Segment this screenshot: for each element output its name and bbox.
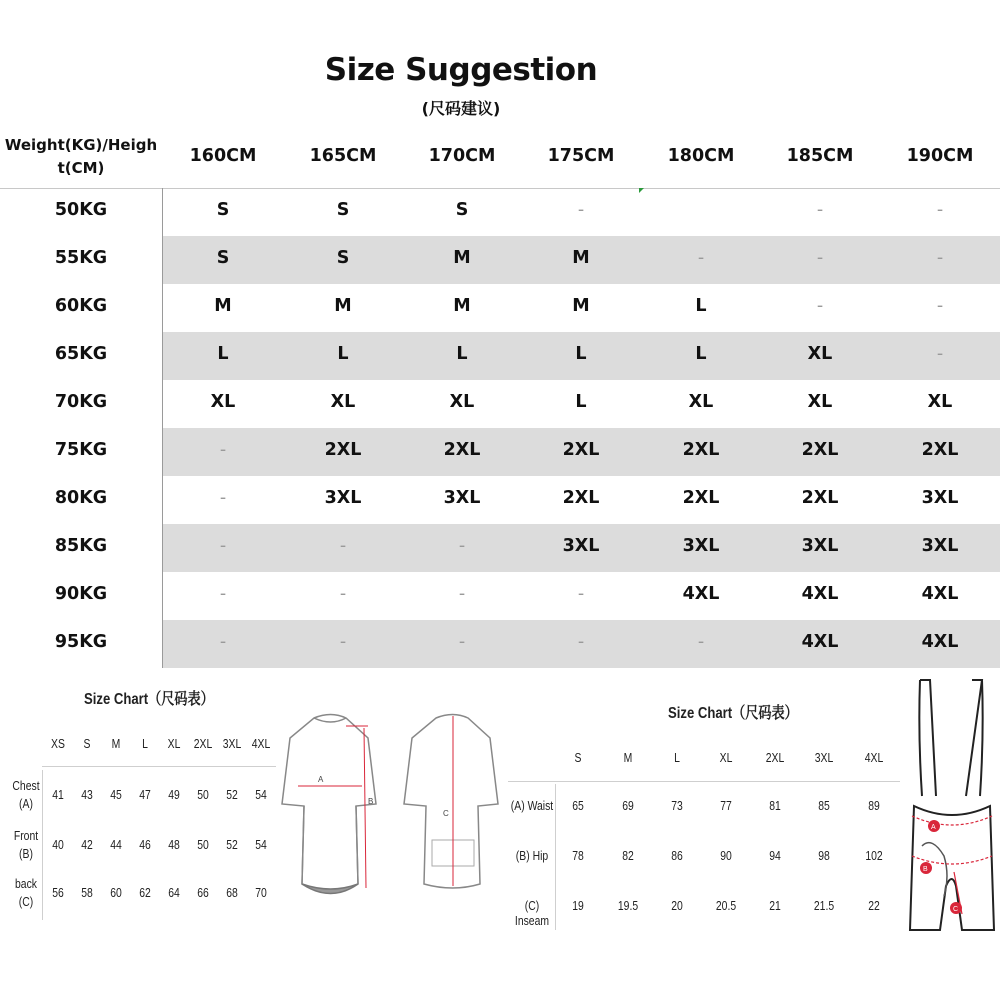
- size-cell: M: [572, 248, 590, 268]
- size-cell: 4XL: [801, 632, 839, 652]
- size-cell: L: [337, 344, 349, 364]
- bib-value-cell: 65: [572, 798, 584, 813]
- size-cell: XL: [210, 392, 236, 412]
- bib-shorts-diagram: [904, 676, 998, 934]
- bib-value-cell: 85: [818, 798, 830, 813]
- size-cell: -: [577, 200, 585, 220]
- bib-value-cell: 78: [572, 848, 584, 863]
- jersey-row-label: Chest: [12, 778, 40, 793]
- size-cell: 2XL: [562, 440, 600, 460]
- height-header: 180CM: [667, 146, 735, 166]
- size-cell: -: [936, 200, 944, 220]
- table-row: [0, 236, 1000, 284]
- jersey-size-header: 3XL: [222, 736, 242, 751]
- jersey-value-cell: 70: [255, 885, 267, 900]
- jersey-row-label-sub: (C): [18, 894, 34, 909]
- size-cell: 3XL: [921, 488, 959, 508]
- jersey-value-cell: 68: [226, 885, 238, 900]
- table-row: [0, 572, 1000, 620]
- green-corner-mark: [639, 188, 644, 193]
- size-cell: -: [339, 536, 347, 556]
- size-cell: 2XL: [801, 488, 839, 508]
- bib-value-cell: 69: [622, 798, 634, 813]
- jersey-value-cell: 41: [52, 787, 64, 802]
- jersey-label-a: A: [318, 775, 324, 784]
- bib-value-cell: 82: [622, 848, 634, 863]
- jersey-value-cell: 52: [226, 837, 238, 852]
- size-cell: -: [219, 488, 227, 508]
- jersey-size-header: M: [111, 736, 121, 751]
- size-cell: M: [453, 296, 471, 316]
- size-cell: 4XL: [921, 632, 959, 652]
- page-title: Size Suggestion: [324, 52, 598, 88]
- height-header: 160CM: [189, 146, 257, 166]
- jersey-chart-title: Size Chart（尺码表）: [84, 691, 214, 708]
- size-cell: M: [572, 296, 590, 316]
- size-cell: -: [219, 536, 227, 556]
- size-cell: 2XL: [324, 440, 362, 460]
- size-cell: -: [219, 632, 227, 652]
- size-cell: XL: [927, 392, 953, 412]
- bib-value-cell: 19: [572, 898, 584, 913]
- weight-label: 85KG: [54, 536, 108, 556]
- jersey-label-b: B: [368, 797, 374, 806]
- bib-header-divider: [508, 781, 900, 782]
- size-cell: 2XL: [443, 440, 481, 460]
- bib-label-c: C: [953, 906, 959, 913]
- size-cell: -: [339, 632, 347, 652]
- bib-label-a: A: [931, 824, 936, 831]
- table-row: [0, 284, 1000, 332]
- jersey-value-cell: 42: [81, 837, 93, 852]
- jersey-size-header: XS: [51, 736, 65, 751]
- size-cell: S: [216, 200, 230, 220]
- size-cell: -: [458, 584, 466, 604]
- jersey-value-cell: 54: [255, 787, 267, 802]
- table-row: [0, 620, 1000, 668]
- size-cell: M: [214, 296, 232, 316]
- size-cell: -: [697, 632, 705, 652]
- jersey-value-cell: 50: [197, 837, 209, 852]
- size-cell: XL: [807, 392, 833, 412]
- weight-label: 75KG: [54, 440, 108, 460]
- jersey-label-c: C: [443, 809, 449, 818]
- size-cell: 3XL: [682, 536, 720, 556]
- size-cell: L: [695, 344, 707, 364]
- size-cell: 3XL: [562, 536, 600, 556]
- height-header: 185CM: [786, 146, 854, 166]
- size-cell: 3XL: [324, 488, 362, 508]
- bib-size-header: M: [623, 750, 633, 765]
- height-header: 170CM: [428, 146, 496, 166]
- jersey-row-label-sub: (B): [19, 846, 33, 861]
- jersey-value-cell: 52: [226, 787, 238, 802]
- size-cell: L: [575, 344, 587, 364]
- height-header: 190CM: [906, 146, 974, 166]
- jersey-row-label: Front: [13, 828, 39, 843]
- jersey-header-divider: [42, 766, 276, 767]
- size-cell: S: [336, 200, 350, 220]
- size-cell: M: [453, 248, 471, 268]
- jersey-value-cell: 66: [197, 885, 209, 900]
- bib-row-label: (A) Waist: [510, 798, 554, 813]
- weight-label: 60KG: [54, 296, 108, 316]
- jersey-size-header: 4XL: [251, 736, 271, 751]
- size-cell: -: [697, 248, 705, 268]
- jersey-value-cell: 48: [168, 837, 180, 852]
- size-cell: -: [219, 584, 227, 604]
- size-cell: -: [458, 536, 466, 556]
- bib-value-cell: 102: [865, 848, 883, 863]
- bib-value-cell: 81: [769, 798, 781, 813]
- weight-label: 55KG: [54, 248, 108, 268]
- jersey-row-label: back: [15, 876, 37, 891]
- jersey-value-cell: 56: [52, 885, 64, 900]
- table-row: [0, 332, 1000, 380]
- size-cell: S: [455, 200, 469, 220]
- size-cell: XL: [330, 392, 356, 412]
- jersey-size-header: XL: [167, 736, 181, 751]
- size-cell: -: [577, 632, 585, 652]
- jersey-value-cell: 43: [81, 787, 93, 802]
- size-cell: XL: [688, 392, 714, 412]
- size-cell: L: [217, 344, 229, 364]
- bib-value-cell: 73: [671, 798, 683, 813]
- jersey-value-cell: 44: [110, 837, 122, 852]
- size-cell: 2XL: [682, 488, 720, 508]
- bib-value-cell: 94: [769, 848, 781, 863]
- size-cell: -: [219, 440, 227, 460]
- table-row: [0, 428, 1000, 476]
- jersey-size-header: S: [83, 736, 91, 751]
- bib-row-label: (C) Inseam: [514, 898, 550, 928]
- jersey-row-label-sub: (A): [19, 796, 33, 811]
- bib-value-cell: 20.5: [715, 898, 737, 913]
- size-cell: -: [936, 248, 944, 268]
- size-cell: 4XL: [921, 584, 959, 604]
- weight-label: 70KG: [54, 392, 108, 412]
- weight-label: 90KG: [54, 584, 108, 604]
- corner-label-line1: Weight(KG)/Heigh: [4, 136, 158, 154]
- jersey-label-divider: [42, 770, 43, 920]
- jersey-value-cell: 49: [168, 787, 180, 802]
- bib-value-cell: 19.5: [617, 898, 639, 913]
- size-cell: -: [816, 200, 824, 220]
- page-subtitle: (尺码建议): [421, 99, 501, 118]
- size-cell: 3XL: [443, 488, 481, 508]
- height-header: 175CM: [547, 146, 615, 166]
- bib-value-cell: 90: [720, 848, 732, 863]
- table-row: [0, 188, 1000, 236]
- weight-label: 50KG: [54, 200, 108, 220]
- size-cell: 4XL: [801, 584, 839, 604]
- size-cell: S: [216, 248, 230, 268]
- corner-label: [0, 134, 162, 180]
- bib-label-b: B: [923, 866, 928, 873]
- size-cell: -: [936, 296, 944, 316]
- size-cell: -: [458, 632, 466, 652]
- jersey-value-cell: 64: [168, 885, 180, 900]
- bib-value-cell: 89: [868, 798, 880, 813]
- weight-label: 80KG: [54, 488, 108, 508]
- jersey-value-cell: 60: [110, 885, 122, 900]
- bib-row-label: (B) Hip: [515, 848, 549, 863]
- jersey-size-header: L: [142, 736, 148, 751]
- jersey-value-cell: 47: [139, 787, 151, 802]
- jersey-value-cell: 45: [110, 787, 122, 802]
- weight-label: 65KG: [54, 344, 108, 364]
- bib-value-cell: 22: [868, 898, 880, 913]
- table-row: [0, 380, 1000, 428]
- size-cell: 2XL: [921, 440, 959, 460]
- corner-label-line2: t(CM): [57, 159, 105, 177]
- size-cell: L: [695, 296, 707, 316]
- jersey-size-header: 2XL: [193, 736, 213, 751]
- bib-size-header: L: [674, 750, 680, 765]
- bib-value-cell: 86: [671, 848, 683, 863]
- bib-size-header: 2XL: [765, 750, 785, 765]
- jersey-diagram: [276, 708, 508, 914]
- bib-value-cell: 98: [818, 848, 830, 863]
- size-cell: -: [577, 584, 585, 604]
- size-cell: XL: [449, 392, 475, 412]
- jersey-front-icon: [282, 715, 376, 894]
- bib-value-cell: 21.5: [813, 898, 835, 913]
- size-cell: 2XL: [562, 488, 600, 508]
- size-cell: -: [936, 344, 944, 364]
- size-cell: -: [816, 296, 824, 316]
- jersey-value-cell: 46: [139, 837, 151, 852]
- size-cell: S: [336, 248, 350, 268]
- bib-size-header: XL: [719, 750, 733, 765]
- bib-shorts-icon: [910, 680, 994, 930]
- size-cell: L: [575, 392, 587, 412]
- bib-size-header: S: [574, 750, 582, 765]
- size-cell: -: [339, 584, 347, 604]
- bib-value-cell: 20: [671, 898, 683, 913]
- size-cell: 2XL: [682, 440, 720, 460]
- size-cell: 3XL: [921, 536, 959, 556]
- weight-label: 95KG: [54, 632, 108, 652]
- jersey-value-cell: 54: [255, 837, 267, 852]
- size-cell: L: [456, 344, 468, 364]
- size-cell: -: [816, 248, 824, 268]
- bib-value-cell: 21: [769, 898, 781, 913]
- jersey-value-cell: 50: [197, 787, 209, 802]
- bib-size-header: 3XL: [814, 750, 834, 765]
- bib-value-cell: 77: [720, 798, 732, 813]
- size-cell: M: [334, 296, 352, 316]
- jersey-value-cell: 40: [52, 837, 64, 852]
- table-row: [0, 476, 1000, 524]
- jersey-value-cell: 58: [81, 885, 93, 900]
- size-cell: 4XL: [682, 584, 720, 604]
- table-row: [0, 524, 1000, 572]
- size-cell: 2XL: [801, 440, 839, 460]
- height-header: 165CM: [309, 146, 377, 166]
- table-header: [0, 130, 1000, 189]
- size-cell: 3XL: [801, 536, 839, 556]
- bib-size-header: 4XL: [864, 750, 884, 765]
- jersey-back-icon: [404, 715, 498, 889]
- bib-chart-title: Size Chart（尺码表）: [668, 705, 798, 722]
- jersey-value-cell: 62: [139, 885, 151, 900]
- size-cell: XL: [807, 344, 833, 364]
